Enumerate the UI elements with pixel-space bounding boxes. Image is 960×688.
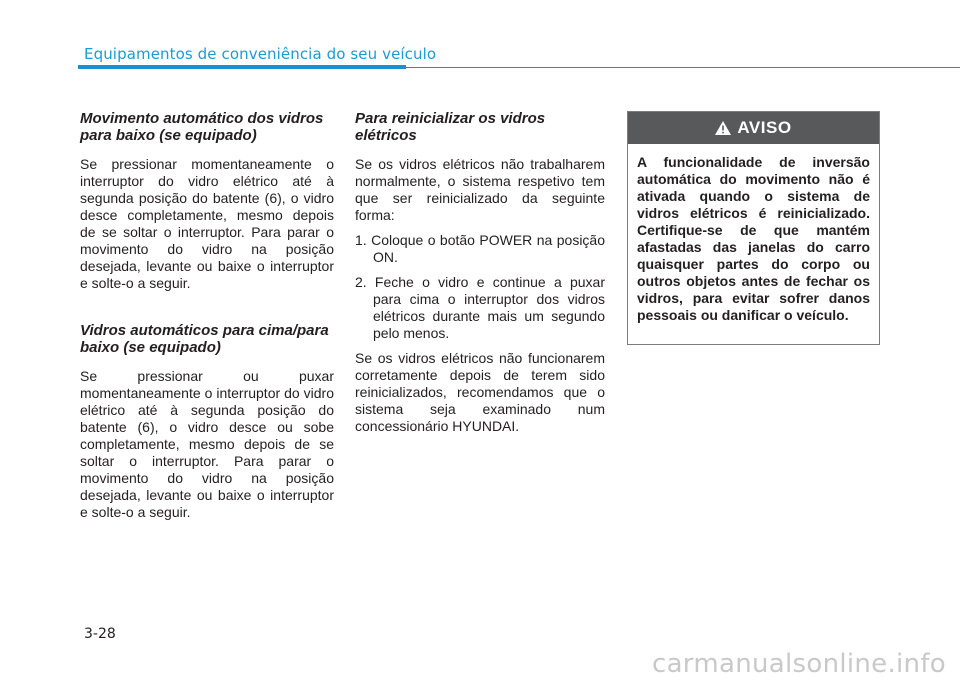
auto-down-paragraph: Se pressionar momentaneamente o interruptor do vidro elétrico até à segunda posição do batente (6), o vidro desce completamente, mesmo depois de se soltar o interruptor. Para parar o movimento do vidro na posição desejada, levante ou baixe o interruptor e solte-o a seguir. [80,156,334,291]
header-rule [78,67,960,68]
auto-down-heading: Movimento automático dos vidros para baixo (se equipado) [80,110,324,144]
auto-up-down-paragraph: Se pressionar ou puxar momentaneamente o interruptor do vidro elétrico até à segunda posição do batente (6), o vidro desce ou sobe completamente, mesmo depois de se soltar o interruptor. Para parar o movimento do vidro na posição desejada, levante ou baixe o interruptor e solte-o a seguir. [80,368,334,520]
auto-up-down-heading: Vidros automáticos para cima/para baixo (se equipado) [80,322,329,356]
middle-column [355,110,605,443]
reset-step: 1. Coloque o botão POWER na posição ON. [355,232,605,265]
reset-step: 2. Feche o vidro e continue a puxar para cima o interruptor dos vidros elétricos durante mais um segundo pelo menos. [355,274,605,341]
reset-steps-list [355,232,605,342]
reset-outro: Se os vidros elétricos não funcionarem corretamente depois de terem sido reinicializados, recomendamos que o sistema seja examinado num concessionário HYUNDAI. [355,350,605,434]
warning-text: A funcionalidade de inversão automática do movimento não é ativada quando o sistema de vidros elétricos é reinicializado. Certifique-se de que mantém afastadas das janelas do carro quaisquer partes do corpo ou outros objetos antes de fechar os vidros, para evitar sofrer danos pessoais ou danificar o veículo. [637,154,870,323]
watermark: carmanualsonline.info [651,649,946,679]
page-number: 3-28 [84,626,116,642]
warning-triangle-icon [715,121,731,135]
warning-box [627,111,880,345]
reset-heading: Para reinicializar os vidros elétricos [355,110,546,144]
reset-intro: Se os vidros elétricos não trabalharem normalmente, o sistema respetivo tem que ser reinicializado da seguinte forma: [355,156,605,223]
warning-header [628,112,879,144]
warning-title: AVISO [737,118,792,137]
left-column [80,110,334,529]
section-title: Equipamentos de conveniência do seu veículo [84,45,437,63]
